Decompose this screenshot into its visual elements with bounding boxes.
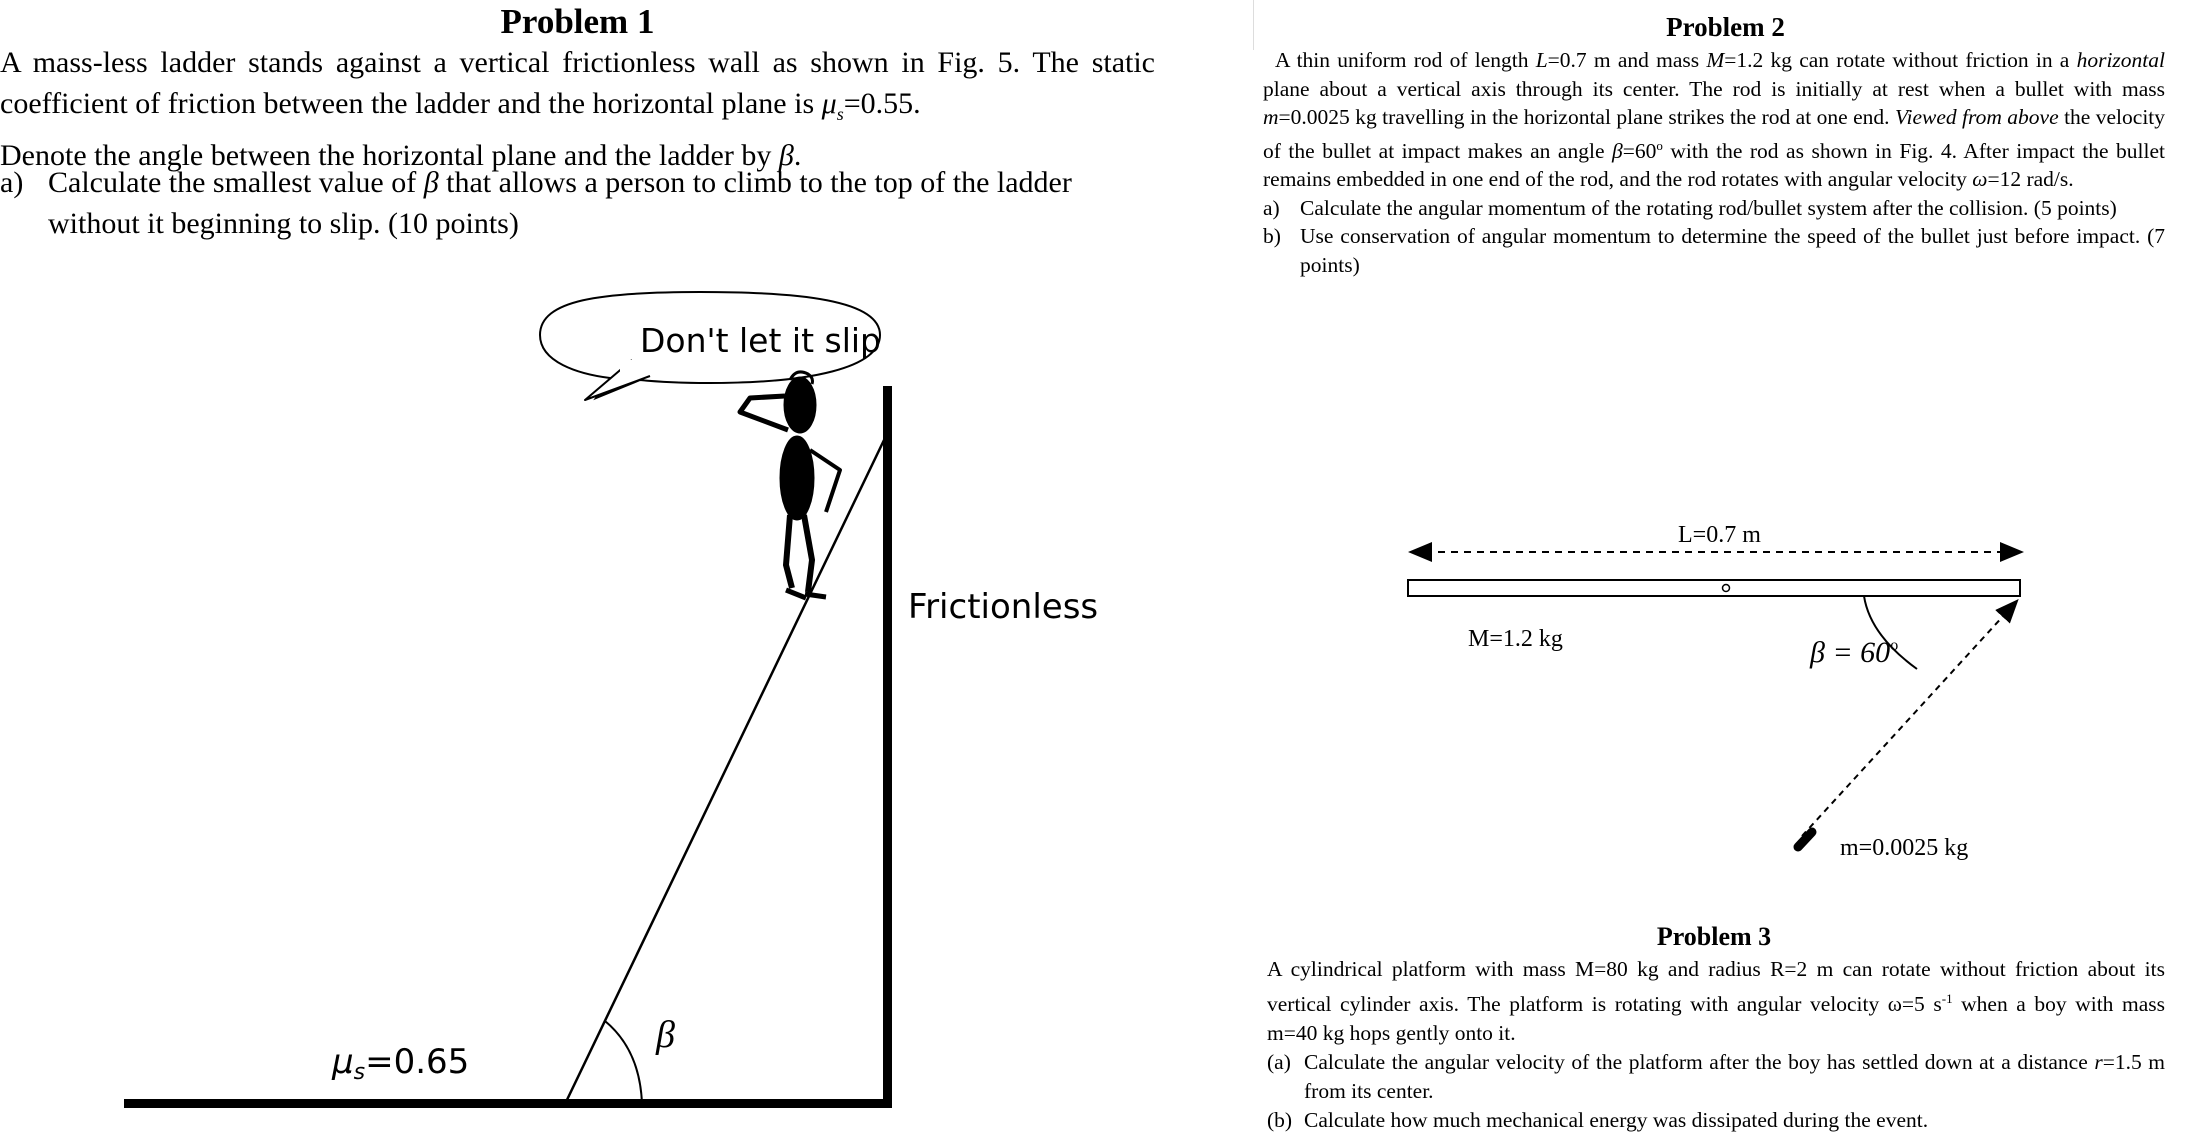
problem3-title: Problem 3 [1656, 922, 1772, 951]
problem1-intro: A mass-less ladder stands against a vertical frictionless wall as shown in Fig. 5. The static coefficient of friction between the ladder and the horizontal plane is $\mu_s=0.55$. [0, 46, 1155, 124]
problem3-question-b: (b) Calculate how much mechanical energy was dissipated during the event. [1267, 1108, 1929, 1133]
problem2-question-a: a) Calculate the angular momentum of the rotating rod/bullet system after the collision. (5 points) [1263, 195, 2117, 220]
problem3-question-a: (a) Calculate the angular velocity of the platform after the boy has settled down at a distance r=1.5 m from its center. [1267, 1050, 2165, 1104]
rod-figure [1380, 510, 2040, 870]
bullet-icon [1798, 832, 1812, 847]
bullet-mass-label: m=0.0025 kg [1840, 835, 1969, 861]
problem3-statement [1267, 955, 2165, 1135]
problem2-title: Problem 2 [1666, 12, 1785, 42]
rod [1408, 580, 2020, 596]
ladder [565, 438, 885, 1104]
rod-length-label: L=0.7 m [1678, 522, 1761, 548]
question-a-text: Calculate the smallest value of β that allows a person to climb to the top of the ladder without it beginning to slip. (10 points) [48, 166, 1072, 240]
frictionless-label: Frictionless [908, 587, 1099, 627]
speech-text: Don't let it slip [640, 321, 881, 360]
floor-friction-label: μs=0.65 [332, 1042, 470, 1085]
problem2-intro: A thin uniform rod of length L=0.7 m and mass M=1.2 kg can rotate without friction in a horizontal plane about a vertical axis through its center. The rod is initially at rest when a bullet with mass m=0.0025 kg travelling in the horizontal plane strikes the rod at one end. Viewed from above the velocity of the bullet at impact makes an angle $\beta=60^o$ with the rod as shown in Fig. 4. After impact the bullet remains embedded in one end of the rod, and the rod rotates with angular velocity ω=12 rad/s. [1263, 48, 2166, 192]
beta-angle-label: $\beta = 60^o$ [1810, 636, 1899, 669]
problem2-question-b: b) Use conservation of angular momentum to determine the speed of the bullet just before impact. (7 points) [1263, 224, 2165, 277]
problem2-statement [1263, 46, 2165, 279]
question-a-label: a) [0, 166, 24, 199]
floor-line [124, 1099, 892, 1108]
pivot-axis [1723, 585, 1730, 592]
problem3-intro: A cylindrical platform with mass M=80 kg and radius R=2 m can rotate without friction about its vertical cylinder axis. The platform is rotating with angular velocity ω=5 $s^{-1}$ when a boy with mass m=40 kg hops gently onto it. [1267, 957, 2165, 1046]
problem1-title: Problem 1 [500, 2, 655, 41]
rod-mass-label: M=1.2 kg [1468, 626, 1563, 652]
problem1-intro-beta: Denote the angle between the horizontal plane and the ladder by β. [0, 139, 802, 172]
angle-arc [605, 1021, 642, 1104]
angle-beta-label: β [656, 1014, 675, 1056]
frictionless-wall [883, 386, 892, 1106]
